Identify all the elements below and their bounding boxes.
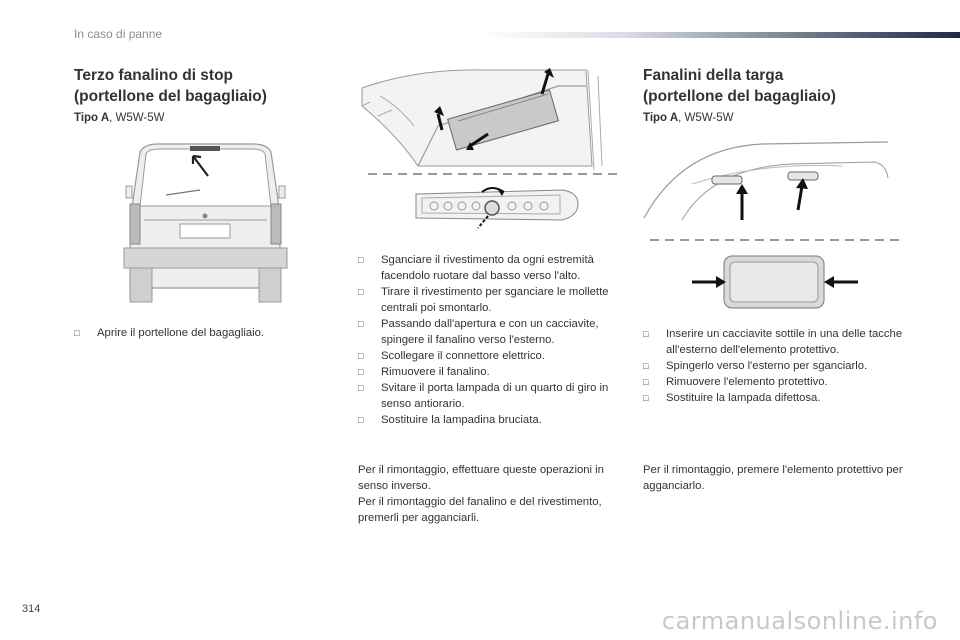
brake-lamp-unit-illustration	[412, 182, 582, 230]
list-item: □ Sostituire la lampadina bruciata.	[358, 414, 542, 426]
list-item: □ Sganciare il rivestimento da ogni estremità facendolo ruotare dal basso verso l'alto.	[358, 254, 594, 282]
title-line-2: (portellone del bagagliaio)	[74, 88, 267, 105]
checkbox-marker-icon: □	[74, 328, 80, 338]
plate-lights-title	[643, 65, 836, 107]
dashed-divider	[650, 236, 900, 244]
list-item: □ Tirare il rivestimento per sganciare le mollette centrali poi smontarlo.	[358, 286, 609, 314]
title-line-2: (portellone del bagagliaio)	[643, 88, 836, 105]
reassembly-note-1: Per il rimontaggio, effettuare queste operazioni in senso inverso.	[358, 464, 604, 492]
third-brake-light-title	[74, 65, 267, 107]
reassembly-note-2: Per il rimontaggio del fanalino e del rivestimento, premerli per agganciarli.	[358, 496, 602, 524]
trim-removal-illustration	[358, 66, 606, 170]
checkbox-marker-icon: □	[643, 377, 649, 387]
list-item: □ Passando dall'apertura e con un cacciavite, spingere il fanalino verso l'esterno.	[358, 318, 599, 346]
section-title: In caso di panne	[74, 27, 163, 41]
list-item: □ Sostituire la lampada difettosa.	[643, 392, 821, 404]
checkbox-marker-icon: □	[358, 287, 364, 297]
checkbox-marker-icon: □	[358, 319, 364, 329]
list-item: □ Spingerlo verso l'esterno per sganciarlo.	[643, 360, 868, 372]
list-item: □ Inserire un cacciavite sottile in una delle tacche all'esterno dell'elemento protettivo.	[643, 328, 903, 356]
bulb-type-value: , W5W-5W	[678, 112, 734, 124]
checkbox-marker-icon: □	[358, 367, 364, 377]
title-line-1: Fanalini della targa	[643, 67, 784, 84]
middle-steps-list	[358, 252, 620, 428]
bulb-type-label: Tipo A	[74, 112, 110, 124]
right-steps-list	[643, 326, 905, 406]
checkbox-marker-icon: □	[643, 393, 649, 403]
watermark: carmanualsonline.info	[661, 607, 938, 635]
van-rear-illustration	[118, 140, 293, 305]
list-item: □ Aprire il portellone del bagagliaio.	[74, 327, 265, 339]
checkbox-marker-icon: □	[358, 255, 364, 265]
checkbox-marker-icon: □	[358, 351, 364, 361]
checkbox-marker-icon: □	[358, 383, 364, 393]
bulb-type	[643, 112, 734, 124]
reassembly-note: Per il rimontaggio, premere l'elemento protettivo per agganciarlo.	[643, 464, 903, 492]
plate-lights-illustration	[642, 138, 892, 230]
list-item: □ Svitare il porta lampada di un quarto di giro in senso antiorario.	[358, 382, 609, 410]
protective-cover-illustration	[690, 250, 860, 314]
list-item: □ Scollegare il connettore elettrico.	[358, 350, 545, 362]
header-gradient-bar	[480, 32, 960, 38]
checkbox-marker-icon: □	[643, 329, 649, 339]
brake-light-mark	[190, 146, 220, 151]
checkbox-marker-icon: □	[643, 361, 649, 371]
bulb-type-value: , W5W-5W	[109, 112, 165, 124]
page-number: 314	[22, 603, 41, 615]
dashed-divider	[368, 170, 618, 178]
left-steps-list	[74, 325, 314, 341]
checkbox-marker-icon: □	[358, 415, 364, 425]
list-item: □ Rimuovere il fanalino.	[358, 366, 490, 378]
title-line-1: Terzo fanalino di stop	[74, 67, 234, 84]
bulb-type	[74, 112, 165, 124]
list-item: □ Rimuovere l'elemento protettivo.	[643, 376, 828, 388]
bulb-type-label: Tipo A	[643, 112, 679, 124]
